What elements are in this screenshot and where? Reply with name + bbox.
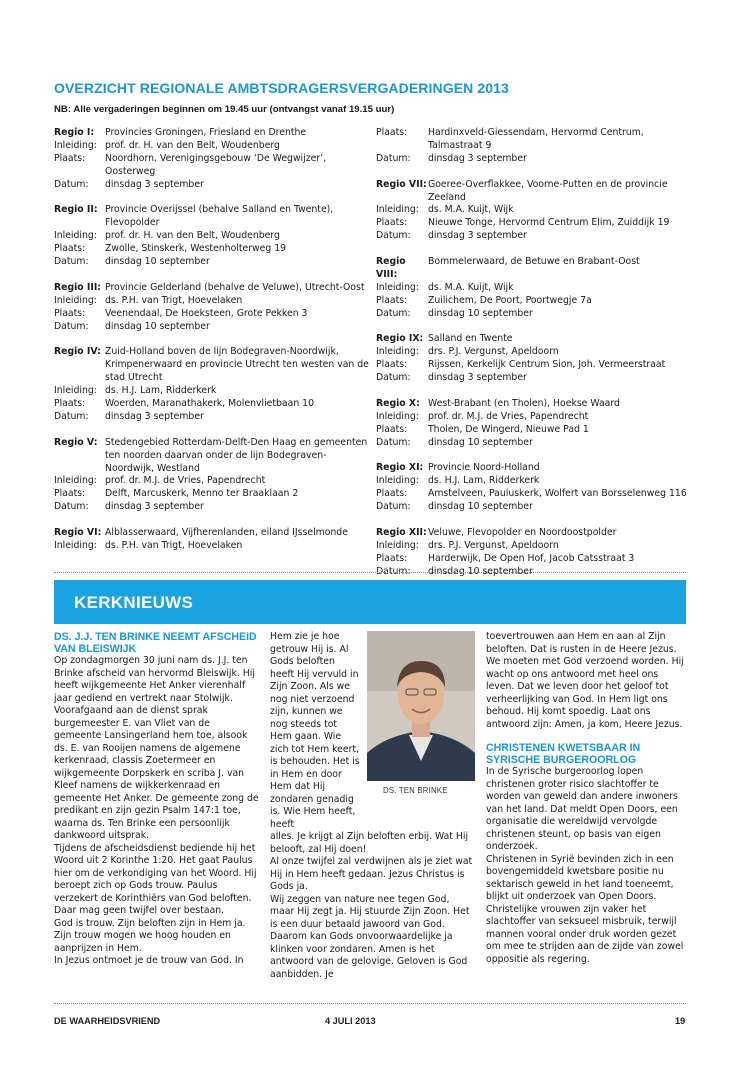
region-name-label: Regio II: bbox=[54, 204, 98, 216]
region-block bbox=[54, 282, 372, 334]
region-block bbox=[54, 204, 372, 269]
region-datum bbox=[54, 256, 372, 269]
region-plaats-value: Amstelveen, Pauluskerk, Wolfert van Borsselenweg 116 bbox=[428, 488, 687, 500]
region-plaats-label: Plaats: bbox=[54, 488, 86, 500]
region-block bbox=[54, 437, 372, 514]
region-plaats bbox=[54, 488, 372, 501]
region-plaats-value: Hardinxveld-Giessendam, Hervormd Centrum, Talmastraat 9 bbox=[428, 127, 644, 151]
region-name-label: Regio III: bbox=[54, 281, 102, 293]
region-datum-label: Datum: bbox=[376, 152, 411, 164]
photo-caption: DS. TEN BRINKE bbox=[383, 786, 448, 795]
region-plaats bbox=[54, 308, 372, 321]
region-name-value: Zuid-Holland boven de lijn Bodegraven-Noordwijk, Krimpenerwaard en provincie Utrecht ten westen van de stad Utrecht bbox=[105, 346, 369, 384]
region-inleiding-value: prof. dr. M.J. de Vries, Papendrecht bbox=[105, 475, 266, 487]
region-name-label: Regio VIII: bbox=[376, 256, 406, 280]
region-plaats-value: Noordhorn, Verenigingsgebouw ‘De Wegwijzer’, Oosterweg bbox=[105, 152, 327, 177]
article-column-3 bbox=[486, 631, 688, 966]
region-plaats-value: Zwolle, Stinskerk, Westenholterweg 19 bbox=[105, 243, 287, 255]
region-name bbox=[376, 333, 688, 346]
region-plaats-value: Veenendaal, De Hoeksteen, Grote Pekken 3 bbox=[105, 307, 308, 319]
region-inleiding-label: Inleiding: bbox=[376, 346, 419, 358]
footer-divider bbox=[54, 1003, 686, 1004]
region-name-label: Regio IX: bbox=[376, 333, 424, 345]
region-name-value: Goeree-Overflakkee, Voorne-Putten en de provincie Zeeland bbox=[428, 178, 668, 203]
region-datum bbox=[376, 501, 688, 514]
region-block bbox=[376, 527, 688, 579]
region-datum-value: dinsdag 10 september bbox=[428, 436, 533, 448]
region-name bbox=[376, 179, 688, 205]
article1-body-3: toevertrouwen aan Hem en aan al Zijn beloften. Dat is rusten in de Heere Jezus. We moeten met God verzoend worden. Hij wacht op ons antwoord met heel ons leven. Dat we leven door het geloof tot verheerlijking van God. In Hem ligt ons behoud. Hij komt spoedig. Laat ons antwoord zijn: Amen, ja kom, Heere Jezus. bbox=[486, 631, 684, 730]
region-name bbox=[54, 346, 372, 385]
region-datum bbox=[376, 153, 688, 166]
region-datum-value: dinsdag 3 september bbox=[105, 410, 204, 422]
region-inleiding bbox=[54, 475, 372, 488]
region-name bbox=[54, 437, 372, 476]
region-datum-label: Datum: bbox=[376, 565, 411, 577]
region-inleiding-value: prof. dr. H. van den Belt, Woudenberg bbox=[105, 139, 280, 151]
region-name-label: Regio VI: bbox=[54, 527, 102, 539]
kerknieuws-banner bbox=[54, 580, 686, 624]
regions-right-column bbox=[376, 127, 688, 592]
region-plaats bbox=[54, 243, 372, 256]
region-inleiding bbox=[376, 204, 688, 217]
region-datum bbox=[54, 321, 372, 334]
region-plaats bbox=[376, 488, 688, 501]
region-datum bbox=[376, 308, 688, 321]
region-name-value: Provincie Overijssel (behalve Salland en Twente), Flevopolder bbox=[105, 204, 334, 229]
region-inleiding bbox=[54, 140, 372, 153]
article1-body-2-wrap: Hem zie je hoe getrouw Hij is. Al Gods beloften heeft Hij vervuld in Zijn Zoon. Als we nog niet verzoend zijn, kunnen we nog steeds tot Hem gaan. Wie zich tot Hem keert, is behouden. Het is in Hem en door Hem dat Hij zondaren genadig is. Wie Hem heeft, heeft bbox=[270, 631, 360, 830]
region-datum-label: Datum: bbox=[54, 501, 89, 513]
region-name-value: Veluwe, Flevopolder en Noordoostpolder bbox=[428, 527, 617, 538]
region-block bbox=[376, 462, 688, 514]
region-plaats bbox=[54, 153, 372, 179]
region-block bbox=[376, 398, 688, 450]
footer-date: 4 JULI 2013 bbox=[325, 1016, 376, 1026]
region-name bbox=[54, 127, 372, 140]
region-inleiding-label: Inleiding: bbox=[376, 539, 419, 551]
region-inleiding-label: Inleiding: bbox=[376, 281, 419, 293]
region-plaats-label: Plaats: bbox=[376, 359, 408, 371]
article2-body: In de Syrische burgeroorlog lopen christenen groter risico slachtoffer te worden van geweld dan andere inwoners van het land. Dat meldt Open Doors, een organisatie die wereldwijd vervolgde christenen steunt, op basis van eigen onderzoek. Christenen in Syrië bevinden zich in een bovengemiddeld kwetsbare positie nu sektarisch geweld in het land toeneemt, blijkt uit onderzoek van Open Doors. Christelijke vrouwen zijn vaker het slachtoffer van seksueel misbruik, terwijl mannen vooral onder druk worden gezet om mee te strijden aan de zijde van zowel oppositie als regering. bbox=[486, 766, 684, 965]
region-inleiding-value: prof. dr. M.J. de Vries, Papendrecht bbox=[428, 410, 589, 422]
region-block bbox=[54, 346, 372, 423]
region-datum-value: dinsdag 10 september bbox=[428, 307, 533, 319]
region-name-value: Salland en Twente bbox=[428, 333, 513, 345]
region-datum-value: dinsdag 10 september bbox=[105, 256, 210, 268]
region-datum-label: Datum: bbox=[376, 230, 411, 242]
region-plaats-label: Plaats: bbox=[376, 217, 408, 229]
region-inleiding-label: Inleiding: bbox=[54, 294, 97, 306]
region-name-value: Provincie Noord-Holland bbox=[428, 462, 540, 474]
region-inleiding bbox=[376, 346, 688, 359]
region-datum-label: Datum: bbox=[376, 501, 411, 513]
region-block bbox=[376, 179, 688, 244]
region-plaats-value: Nieuwe Tonge, Hervormd Centrum Elim, Zuiddijk 19 bbox=[428, 217, 670, 229]
region-name-label: Regio IV: bbox=[54, 346, 101, 358]
region-plaats bbox=[376, 359, 688, 372]
region-datum-value: dinsdag 10 september bbox=[428, 565, 533, 577]
region-datum-value: dinsdag 10 september bbox=[428, 501, 533, 513]
region-name-label: Regio V: bbox=[54, 436, 98, 448]
region-inleiding-label: Inleiding: bbox=[54, 385, 97, 397]
kerknieuws-title: KERKNIEUWS bbox=[74, 593, 194, 612]
region-datum-label: Datum: bbox=[54, 410, 89, 422]
region-datum bbox=[376, 372, 688, 385]
region-plaats-value: Woerden, Maranathakerk, Molenvlietbaan 10 bbox=[105, 397, 314, 409]
region-plaats-label: Plaats: bbox=[376, 552, 408, 564]
region-block-continued bbox=[376, 127, 688, 166]
region-inleiding-value: ds. P.H. van Trigt, Hoevelaken bbox=[105, 294, 243, 306]
region-inleiding-value: drs. P.J. Vergunst, Apeldoorn bbox=[428, 539, 559, 551]
region-inleiding-label: Inleiding: bbox=[376, 204, 419, 216]
region-name bbox=[54, 204, 372, 230]
region-datum-value: dinsdag 3 september bbox=[105, 501, 204, 513]
region-inleiding bbox=[54, 295, 372, 308]
region-datum-label: Datum: bbox=[54, 178, 89, 190]
region-block bbox=[54, 127, 372, 192]
meeting-time-note: NB: Alle vergaderingen beginnen om 19.45 uur (ontvangst vanaf 19.15 uur) bbox=[54, 104, 395, 115]
region-plaats-label: Plaats: bbox=[54, 243, 86, 255]
region-name-value: Bommelerwaard, de Betuwe en Brabant-Oost bbox=[428, 256, 640, 268]
region-inleiding-value: ds. M.A. Kuijt, Wijk bbox=[428, 204, 514, 216]
region-name bbox=[376, 462, 688, 475]
region-plaats bbox=[376, 424, 688, 437]
region-inleiding-label: Inleiding: bbox=[376, 410, 419, 422]
region-name-value: Provincies Groningen, Friesland en Drenthe bbox=[105, 127, 307, 138]
region-plaats-label: Plaats: bbox=[376, 423, 408, 435]
region-plaats bbox=[54, 398, 372, 411]
region-name bbox=[376, 398, 688, 411]
region-plaats bbox=[376, 127, 688, 153]
top-divider bbox=[54, 572, 686, 573]
region-plaats-label: Plaats: bbox=[376, 488, 408, 500]
region-plaats bbox=[376, 553, 688, 566]
article1-body-1: Op zondagmorgen 30 juni nam ds. J.J. ten Brinke afscheid van hervormd Bleiswijk. Hij heeft wijkgemeente Het Anker vierenhalf jaar gediend en vertrekt naar Stolwijk. Voorafgaand aan de dienst sprak burgemeester E. van Vliet van de gemeente Lansingerland hem toe, alsook ds. E. van Rooijen namens de algemene kerkenraad, classis Zoetermeer en wijkgemeente Dorpskerk en scriba J. van Kleef namens de wijkkerkenraad en gemeente Het Anker. De gemeente zong de predikant en zijn gezin Psalm 147:1 toe, waarna ds. Ten Brinke een persoonlijk dankwoord uitsprak. Tijdens de afscheidsdienst bediende hij het Woord uit 2 Korinthe 1:20. Het gaat Paulus hier om de verkondiging van het Woord. Hij beroept zich op Gods trouw. Paulus verzekert de Korinthiërs van God beloften. Daar mag geen twijfel over bestaan. God is trouw. Zijn beloften zijn in Hem ja. Zijn trouw mogen we hoog houden en aanprijzen in Hem. In Jezus ontmoet je de trouw van God. In bbox=[54, 655, 259, 966]
region-inleiding-label: Inleiding: bbox=[54, 139, 97, 151]
region-block bbox=[54, 527, 372, 553]
region-plaats-value: Zuilichem, De Poort, Poortwegje 7a bbox=[428, 294, 592, 306]
region-block bbox=[376, 256, 688, 321]
region-datum bbox=[376, 230, 688, 243]
region-datum bbox=[54, 179, 372, 192]
region-inleiding bbox=[376, 540, 688, 553]
region-inleiding-label: Inleiding: bbox=[54, 475, 97, 487]
region-inleiding bbox=[54, 230, 372, 243]
region-datum-label: Datum: bbox=[376, 436, 411, 448]
portrait-photo bbox=[367, 631, 475, 781]
region-plaats-label: Plaats: bbox=[54, 307, 86, 319]
region-inleiding-value: ds. M.A. Kuijt, Wijk bbox=[428, 281, 514, 293]
portrait-illustration bbox=[367, 631, 475, 781]
region-name bbox=[376, 256, 688, 282]
region-datum-label: Datum: bbox=[376, 307, 411, 319]
region-plaats-value: Delft, Marcuskerk, Menno ter Braaklaan 2 bbox=[105, 488, 299, 500]
region-name-label: Regio I: bbox=[54, 127, 95, 138]
region-name-label: Regio XI: bbox=[376, 462, 424, 474]
article1-headline: DS. J.J. TEN BRINKE NEEMT AFSCHEID VAN BLEISWIJK bbox=[54, 631, 257, 655]
region-inleiding-label: Inleiding: bbox=[376, 475, 419, 487]
regions-left-column bbox=[54, 127, 372, 566]
region-datum-value: dinsdag 10 september bbox=[105, 320, 210, 332]
region-plaats-value: Harderwijk, De Open Hof, Jacob Catsstraat 3 bbox=[428, 552, 635, 564]
region-inleiding bbox=[376, 282, 688, 295]
article2-headline: CHRISTENEN KWETSBAAR IN SYRISCHE BURGEROORLOG bbox=[486, 742, 641, 766]
region-inleiding-value: ds. P.H. van Trigt, Hoevelaken bbox=[105, 539, 243, 551]
region-name-value: Alblasserwaard, Vijfherenlanden, eiland IJsselmonde bbox=[105, 527, 348, 539]
region-name-value: Provincie Gelderland (behalve de Veluwe), Utrecht-Oost bbox=[105, 281, 365, 293]
region-datum-label: Datum: bbox=[54, 256, 89, 268]
region-plaats-label: Plaats: bbox=[54, 397, 86, 409]
region-name-label: Regio XII: bbox=[376, 527, 427, 538]
region-inleiding-value: ds. H.J. Lam, Ridderkerk bbox=[105, 385, 217, 397]
region-datum-value: dinsdag 3 september bbox=[428, 230, 527, 242]
region-inleiding bbox=[54, 540, 372, 553]
region-plaats-value: Rijssen, Kerkelijk Centrum Sion, Joh. Vermeerstraat bbox=[428, 359, 666, 371]
region-block bbox=[376, 333, 688, 385]
region-inleiding-label: Inleiding: bbox=[54, 539, 97, 551]
region-datum-value: dinsdag 3 september bbox=[428, 372, 527, 384]
region-inleiding bbox=[376, 411, 688, 424]
region-datum-value: dinsdag 3 september bbox=[105, 178, 204, 190]
article1-body-2: alles. Je krijgt al Zijn beloften erbij. Wat Hij belooft, zal Hij doen! Al onze twijfel zal verdwijnen als je ziet wat Hij in Hem heeft gedaan. Jezus Christus is Gods ja. Wij zeggen van nature nee tegen God, maar Hij zegt ja. Hij stuurde Zijn Zoon. Het is een duur betaald jawoord van God. Daarom kan Gods onvoorwaardelijke ja klinken voor zondaren. Amen is het antwoord van de gelovige. Geloven is God aanbidden. Je bbox=[270, 831, 473, 980]
footer-publication: DE WAARHEIDSVRIEND bbox=[54, 1016, 161, 1026]
region-name-value: Stedengebied Rotterdam-Delft-Den Haag en gemeenten ten noorden daarvan onder de lijn Bodegraven-Noordwijk, Westland bbox=[105, 436, 368, 474]
footer-page-number: 19 bbox=[675, 1016, 686, 1026]
region-plaats-label: Plaats: bbox=[376, 294, 408, 306]
region-plaats bbox=[376, 295, 688, 308]
region-inleiding bbox=[376, 475, 688, 488]
article-column-1 bbox=[54, 631, 260, 968]
region-datum bbox=[54, 501, 372, 514]
region-plaats-label: Plaats: bbox=[376, 127, 408, 138]
region-datum-label: Datum: bbox=[376, 372, 411, 384]
region-plaats-label: Plaats: bbox=[54, 152, 86, 164]
region-datum-label: Datum: bbox=[54, 320, 89, 332]
region-name bbox=[54, 282, 372, 295]
region-datum-value: dinsdag 3 september bbox=[428, 152, 527, 164]
region-inleiding-value: prof. dr. H. van den Belt, Woudenberg bbox=[105, 230, 280, 242]
region-inleiding bbox=[54, 385, 372, 398]
region-inleiding-label: Inleiding: bbox=[54, 230, 97, 242]
region-plaats bbox=[376, 217, 688, 230]
region-name bbox=[376, 527, 688, 540]
region-inleiding-value: ds. H.J. Lam, Ridderkerk bbox=[428, 475, 540, 487]
region-name-label: Regio X: bbox=[376, 397, 420, 409]
region-plaats-value: Tholen, De Wingerd, Nieuwe Pad 1 bbox=[428, 423, 589, 435]
region-inleiding-value: drs. P.J. Vergunst, Apeldoorn bbox=[428, 346, 559, 358]
region-datum bbox=[376, 437, 688, 450]
region-name-value: West-Brabant (en Tholen), Hoekse Waard bbox=[428, 397, 620, 409]
region-name bbox=[54, 527, 372, 540]
page-title: OVERZICHT REGIONALE AMBTSDRAGERSVERGADERINGEN 2013 bbox=[54, 80, 509, 96]
region-datum bbox=[54, 411, 372, 424]
region-name-label: Regio VII: bbox=[376, 178, 427, 190]
